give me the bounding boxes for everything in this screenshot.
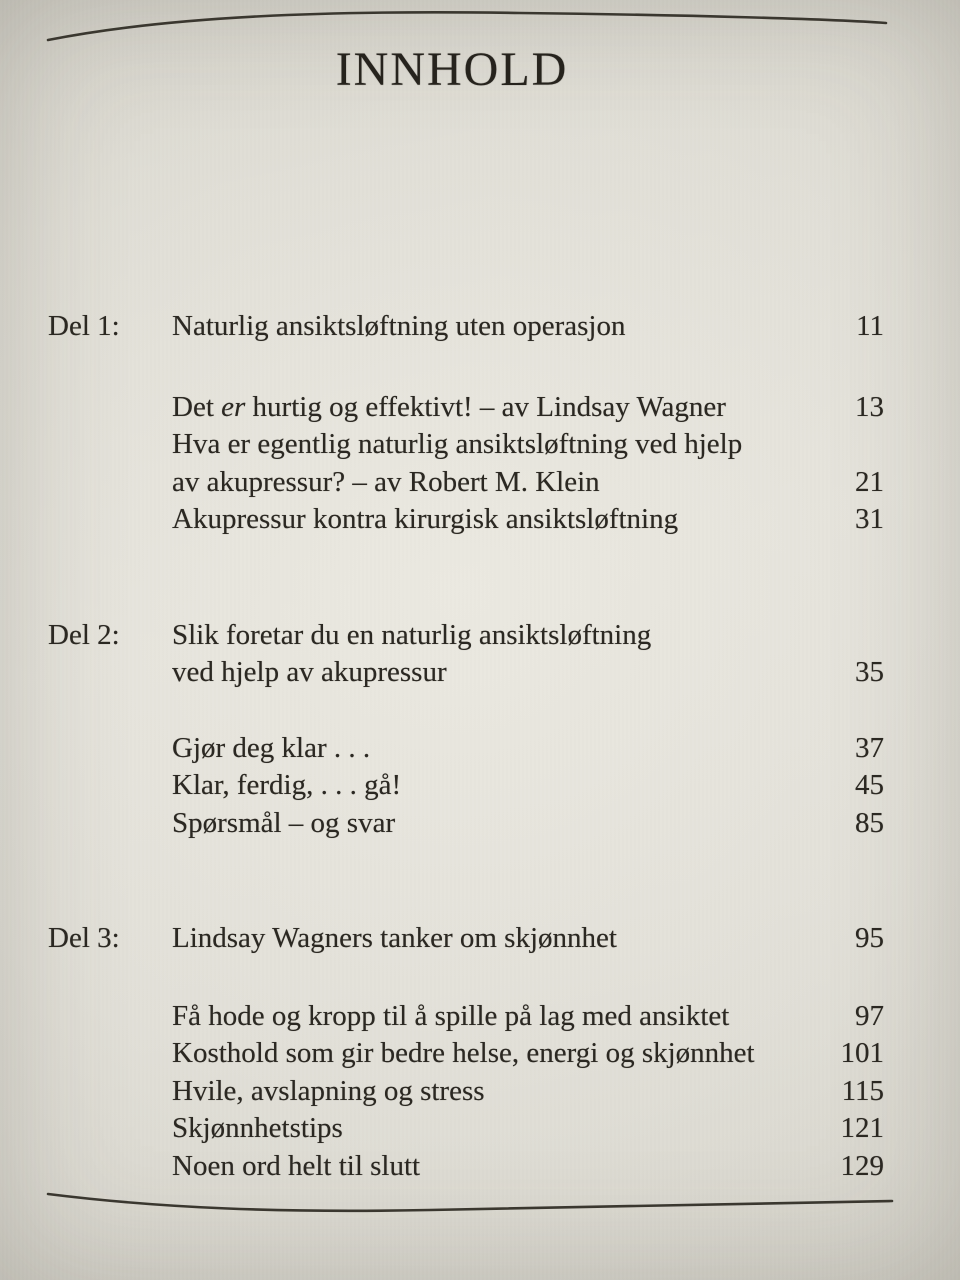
toc-entry-text: av akupressur? – av Robert M. Klein — [172, 465, 600, 498]
toc-section-label: Del 2: — [48, 618, 120, 651]
toc-row — [48, 805, 884, 843]
toc-heading-text: Naturlig ansiktsløftning uten operasjon — [172, 310, 626, 342]
toc-entries — [48, 730, 884, 843]
toc-heading-text: Slik foretar du en naturlig ansiktsløftning — [172, 618, 652, 651]
toc-entry-text: Akupressur kontra kirurgisk ansiktsløftning — [172, 503, 679, 535]
toc-row — [48, 1073, 884, 1111]
toc-entry-text: Få hode og kropp til å spille på lag med ansiktet — [172, 999, 730, 1032]
toc-entry-text: Skjønnhetstips — [172, 1112, 343, 1144]
toc-row — [48, 1110, 884, 1148]
toc-page-number: 35 — [855, 656, 884, 688]
toc-page-number: 37 — [855, 731, 884, 764]
toc-row — [48, 426, 884, 464]
toc-page-number: 97 — [855, 999, 884, 1032]
page-title: INNHOLD — [335, 43, 569, 96]
toc-heading-row — [48, 654, 884, 692]
toc-entries — [48, 998, 884, 1186]
toc-page-number: 101 — [840, 1037, 884, 1069]
toc-row — [48, 998, 884, 1036]
toc-section-label: Del 1: — [48, 310, 120, 342]
toc-row — [48, 464, 884, 502]
toc-page-number: 45 — [855, 769, 884, 801]
toc-entry-text: Hvile, avslapning og stress — [172, 1074, 485, 1107]
toc-heading-row — [48, 920, 884, 958]
toc-heading-row — [48, 308, 884, 346]
bottom-rule-line — [0, 1176, 960, 1236]
toc-page-number: 85 — [855, 806, 884, 839]
toc-entry-text: Noen ord helt til slutt — [172, 1149, 421, 1182]
toc-section-del-2 — [48, 617, 884, 843]
toc-row — [48, 767, 884, 805]
toc-page-number: 121 — [840, 1112, 884, 1144]
toc-entries — [48, 389, 884, 539]
toc-heading-text: ved hjelp av akupressur — [172, 656, 447, 688]
toc-section-del-3 — [48, 920, 884, 1185]
toc-page-number: 129 — [840, 1149, 884, 1182]
toc-page-number: 11 — [856, 310, 884, 342]
toc-row — [48, 501, 884, 539]
toc-row — [48, 389, 884, 427]
toc-heading-text: Lindsay Wagners tanker om skjønnhet — [172, 922, 617, 954]
toc-row — [48, 730, 884, 768]
toc-section-del-1 — [48, 308, 884, 539]
toc-entry-text: Hva er egentlig naturlig ansiktsløftning ved hjelp — [172, 428, 743, 460]
toc-page-number: 115 — [841, 1074, 884, 1107]
toc-row — [48, 1035, 884, 1073]
toc-page-number: 13 — [855, 390, 884, 423]
toc-entry-text: Kosthold som gir bedre helse, energi og skjønnhet — [172, 1037, 755, 1069]
toc-page-number: 95 — [855, 922, 884, 954]
toc-entry-text: Spørsmål – og svar — [172, 806, 396, 839]
toc-entry-text: Gjør deg klar . . . — [172, 731, 371, 764]
toc-entry-text: Klar, ferdig, . . . gå! — [172, 769, 402, 801]
toc-heading-row — [48, 617, 884, 655]
toc-page-number: 31 — [855, 503, 884, 535]
toc-entry-text: Det er hurtig og effektivt! – av Lindsay Wagner — [172, 390, 726, 423]
toc-section-label: Del 3: — [48, 922, 120, 954]
toc-page-number: 21 — [855, 465, 884, 498]
